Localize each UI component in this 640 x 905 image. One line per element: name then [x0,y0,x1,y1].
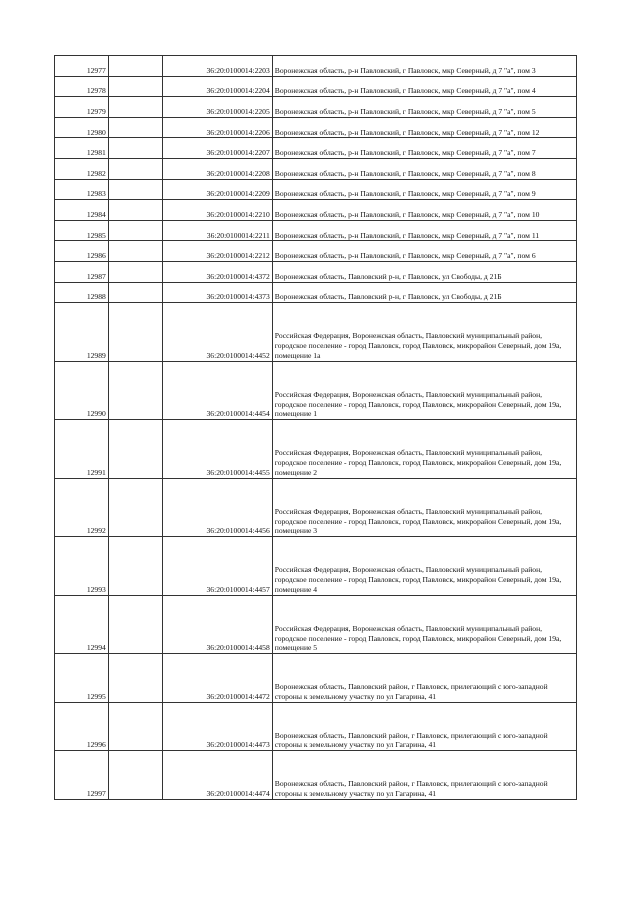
empty-cell [108,179,162,200]
empty-cell [108,97,162,118]
address: Воронежская область, р-н Павловский, г Павловск, мкр Северный, д 7 "а", пом 9 [272,179,576,200]
row-number: 12997 [55,751,109,800]
table-row [55,179,577,200]
cadastral-number: 36:20:0100014:2210 [162,200,272,221]
row-number: 12985 [55,220,109,241]
empty-cell [108,478,162,537]
cadastral-number: 36:20:0100014:2211 [162,220,272,241]
address: Воронежская область, р-н Павловский, г Павловск, мкр Северный, д 7 "а", пом 12 [272,117,576,138]
table-row [55,158,577,179]
table-row [55,702,577,751]
row-number: 12984 [55,200,109,221]
empty-cell [108,76,162,97]
empty-cell [108,751,162,800]
row-number: 12996 [55,702,109,751]
cadastral-number: 36:20:0100014:4455 [162,420,272,479]
cadastral-number: 36:20:0100014:2212 [162,241,272,262]
row-number: 12983 [55,179,109,200]
address: Воронежская область, р-н Павловский, г Павловск, мкр Северный, д 7 "а", пом 3 [272,56,576,77]
empty-cell [108,158,162,179]
address: Воронежская область, Павловский р-н, г Павловск, ул Свободы, д 21Б [272,282,576,303]
address: Воронежская область, р-н Павловский, г Павловск, мкр Северный, д 7 "а", пом 11 [272,220,576,241]
address: Российская Федерация, Воронежская область, Павловский муниципальный район, городское поселение - город Павловск, город Павловск, микрорайон Северный, дом 19а, помещение 1а [272,303,576,362]
cadastral-number: 36:20:0100014:4458 [162,595,272,654]
address: Воронежская область, р-н Павловский, г Павловск, мкр Северный, д 7 "а", пом 5 [272,97,576,118]
row-number: 12977 [55,56,109,77]
address: Воронежская область, Павловский район, г Павловск, прилегающий с юго-западной стороны к земельному участку по ул Гагарина, 41 [272,751,576,800]
empty-cell [108,117,162,138]
cadastral-number: 36:20:0100014:4473 [162,702,272,751]
row-number: 12987 [55,261,109,282]
registry-table [54,55,577,800]
empty-cell [108,303,162,362]
table-row [55,361,577,420]
empty-cell [108,200,162,221]
cadastral-number: 36:20:0100014:2207 [162,138,272,159]
empty-cell [108,595,162,654]
address: Воронежская область, Павловский р-н, г Павловск, ул Свободы, д 21Б [272,261,576,282]
empty-cell [108,138,162,159]
row-number: 12988 [55,282,109,303]
table-row [55,537,577,596]
table-row [55,595,577,654]
address: Российская Федерация, Воронежская область, Павловский муниципальный район, городское поселение - город Павловск, город Павловск, микрорайон Северный, дом 19а, помещение 3 [272,478,576,537]
cadastral-number: 36:20:0100014:2205 [162,97,272,118]
address: Воронежская область, р-н Павловский, г Павловск, мкр Северный, д 7 "а", пом 8 [272,158,576,179]
table-row [55,97,577,118]
empty-cell [108,241,162,262]
empty-cell [108,654,162,703]
address: Российская Федерация, Воронежская область, Павловский муниципальный район, городское поселение - город Павловск, город Павловск, микрорайон Северный, дом 19а, помещение 4 [272,537,576,596]
table-row [55,654,577,703]
empty-cell [108,56,162,77]
row-number: 12992 [55,478,109,537]
table-row [55,261,577,282]
address: Воронежская область, Павловский район, г Павловск, прилегающий с юго-западной стороны к земельному участку по ул Гагарина, 41 [272,654,576,703]
cadastral-number: 36:20:0100014:4456 [162,478,272,537]
row-number: 12978 [55,76,109,97]
table-row [55,241,577,262]
cadastral-number: 36:20:0100014:4454 [162,361,272,420]
row-number: 12989 [55,303,109,362]
cadastral-number: 36:20:0100014:4474 [162,751,272,800]
address: Воронежская область, р-н Павловский, г Павловск, мкр Северный, д 7 "а", пом 4 [272,76,576,97]
address: Воронежская область, р-н Павловский, г Павловск, мкр Северный, д 7 "а", пом 6 [272,241,576,262]
table-row [55,282,577,303]
cadastral-number: 36:20:0100014:2209 [162,179,272,200]
address: Воронежская область, р-н Павловский, г Павловск, мкр Северный, д 7 "а", пом 10 [272,200,576,221]
cadastral-number: 36:20:0100014:4472 [162,654,272,703]
address: Российская Федерация, Воронежская область, Павловский муниципальный район, городское поселение - город Павловск, город Павловск, микрорайон Северный, дом 19а, помещение 1 [272,361,576,420]
table-row [55,420,577,479]
row-number: 12995 [55,654,109,703]
table-row [55,76,577,97]
cadastral-number: 36:20:0100014:2208 [162,158,272,179]
empty-cell [108,702,162,751]
table-row [55,303,577,362]
row-number: 12991 [55,420,109,479]
cadastral-number: 36:20:0100014:4457 [162,537,272,596]
cadastral-number: 36:20:0100014:4452 [162,303,272,362]
cadastral-number: 36:20:0100014:2204 [162,76,272,97]
cadastral-number: 36:20:0100014:2203 [162,56,272,77]
row-number: 12993 [55,537,109,596]
table-row [55,117,577,138]
address: Российская Федерация, Воронежская область, Павловский муниципальный район, городское поселение - город Павловск, город Павловск, микрорайон Северный, дом 19а, помещение 5 [272,595,576,654]
cadastral-number: 36:20:0100014:4373 [162,282,272,303]
row-number: 12990 [55,361,109,420]
row-number: 12994 [55,595,109,654]
address: Воронежская область, Павловский район, г Павловск, прилегающий с юго-западной стороны к земельному участку по ул Гагарина, 41 [272,702,576,751]
table-row [55,751,577,800]
table-row [55,220,577,241]
empty-cell [108,220,162,241]
table-row [55,56,577,77]
row-number: 12980 [55,117,109,138]
address: Воронежская область, р-н Павловский, г Павловск, мкр Северный, д 7 "а", пом 7 [272,138,576,159]
empty-cell [108,420,162,479]
row-number: 12979 [55,97,109,118]
table-row [55,478,577,537]
empty-cell [108,361,162,420]
row-number: 12981 [55,138,109,159]
empty-cell [108,282,162,303]
empty-cell [108,537,162,596]
cadastral-number: 36:20:0100014:2206 [162,117,272,138]
table-row [55,138,577,159]
row-number: 12982 [55,158,109,179]
row-number: 12986 [55,241,109,262]
address: Российская Федерация, Воронежская область, Павловский муниципальный район, городское поселение - город Павловск, город Павловск, микрорайон Северный, дом 19а, помещение 2 [272,420,576,479]
empty-cell [108,261,162,282]
cadastral-number: 36:20:0100014:4372 [162,261,272,282]
table-row [55,200,577,221]
